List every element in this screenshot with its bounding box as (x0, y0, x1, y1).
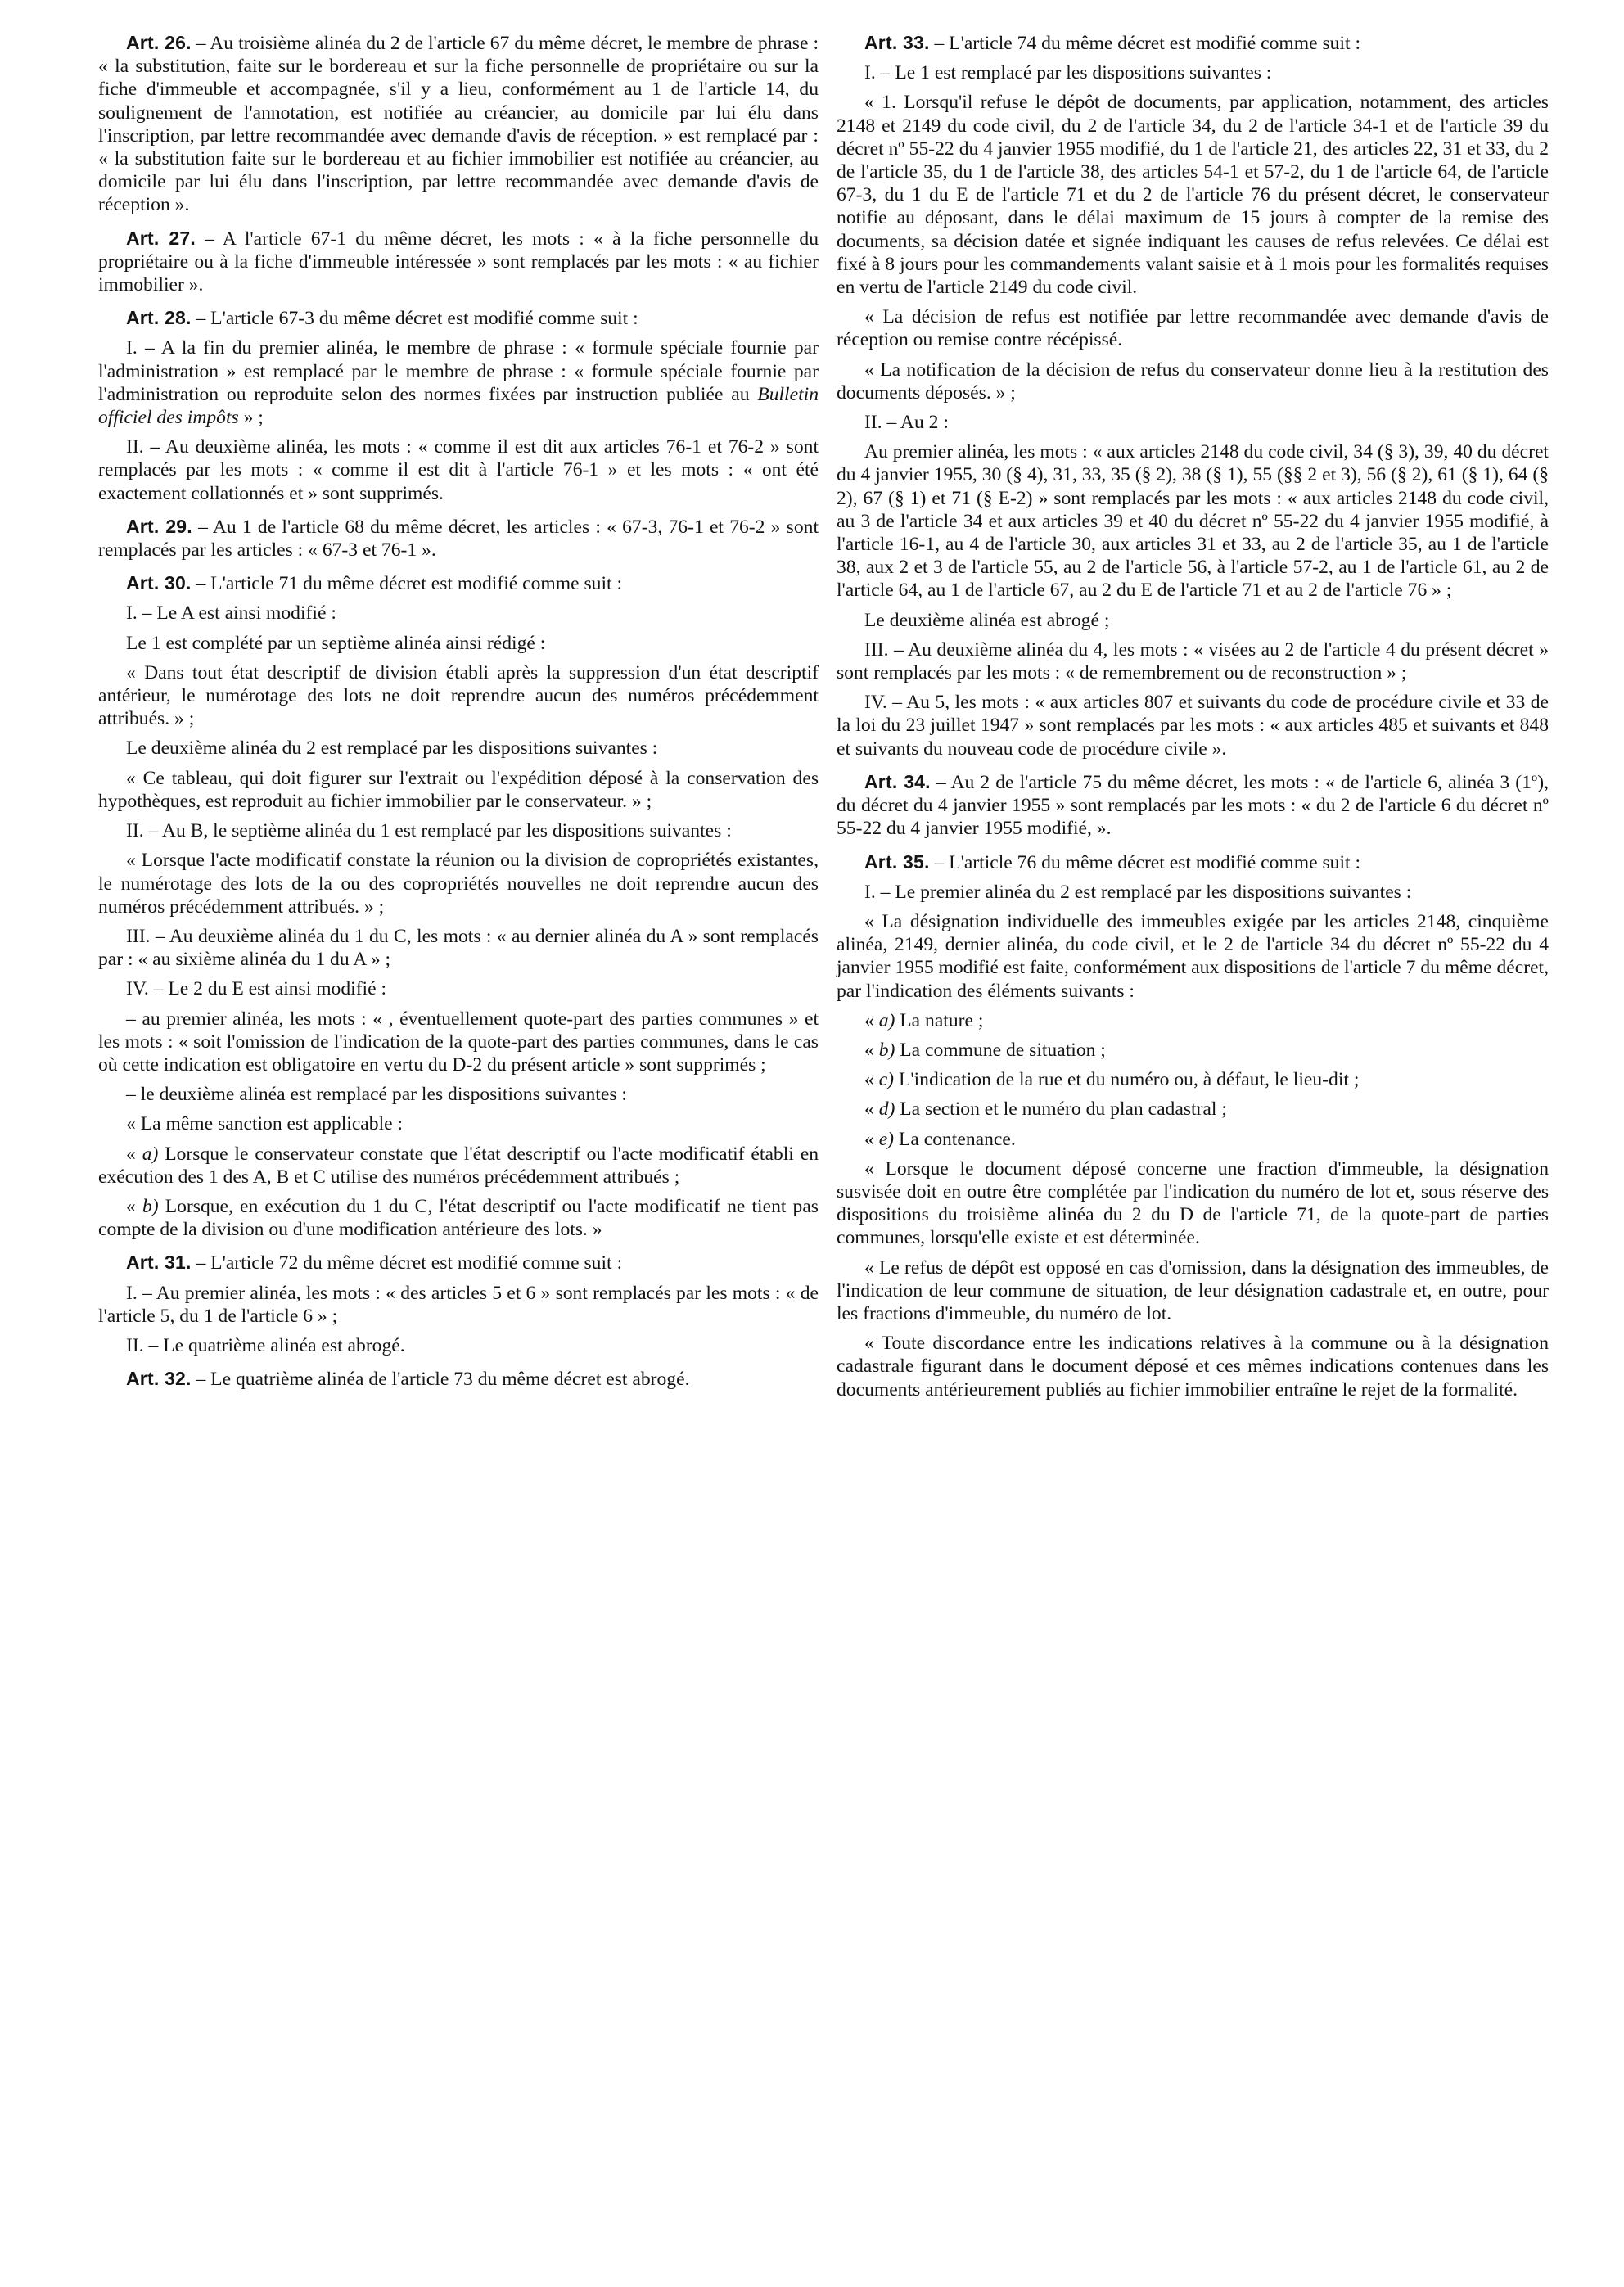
paragraph-text: « (126, 1143, 142, 1165)
paragraph-text: I. – Le 1 est remplacé par les dispositions suivantes : (864, 62, 1272, 84)
italic-text: e) (878, 1128, 895, 1150)
paragraph-text: – L'article 72 du même décret est modifié comme suit : (191, 1252, 623, 1274)
paragraph-text: – Au troisième alinéa du 2 de l'article 67 du même décret, le membre de phrase : « la substitution, faite sur le bordereau et sur la fiche personnelle de propriétaire ou sur la fiche d'immeuble et accompagnée, s'il y a lieu, conformément au 1 de l'article 14, du soulignement de l'annotation, est notifiée au créancier, au domicile par lui élu dans l'inscription, par lettre recommandée avec demande d'avis de réception. » est remplacé par : « la substitution faite sur le bordereau et au fichier immobilier est notifiée au créancier, au domicile par lui élu dans l'inscription, par lettre recommandée avec demande d'avis de réception ». (98, 33, 819, 216)
paragraph (98, 925, 819, 971)
paragraph-text: « La décision de refus est notifiée par lettre recommandée avec demande d'avis de réception ou remise contre récépissé. (837, 306, 1549, 351)
article-number: Art. 34. (864, 770, 931, 792)
article-number: Art. 30. (126, 572, 192, 594)
paragraph-text: « Le refus de dépôt est opposé en cas d'omission, dans la désignation des immeubles, de l'indication de leur commune de situation, de leur désignation cadastrale et, en outre, pour les fractions d'immeuble, du numéro de lot. (837, 1256, 1549, 1324)
paragraph-text: – L'article 71 du même décret est modifié comme suit : (191, 573, 623, 595)
paragraph (837, 91, 1549, 299)
article-paragraph (98, 227, 819, 297)
paragraph-text-continued: La section et le numéro du plan cadastral ; (895, 1098, 1227, 1121)
article-number: Art. 31. (126, 1252, 192, 1274)
paragraph (837, 440, 1549, 602)
paragraph-text: I. – Au premier alinéa, les mots : « des articles 5 et 6 » sont remplacés par les mots : « de l'article 5, du 1 de l'article 6 » ; (98, 1282, 819, 1327)
paragraph-text-continued: Lorsque, en exécution du 1 du C, l'état descriptif ou l'acte modificatif ne tient pas compte de la division ou d'une modification antérieure des lots. » (98, 1195, 819, 1241)
paragraph (837, 638, 1549, 684)
paragraph-text: II. – Au B, le septième alinéa du 1 est remplacé par les dispositions suivantes : (126, 820, 732, 842)
article-number: Art. 28. (126, 307, 192, 329)
paragraph-text: « Ce tableau, qui doit figurer sur l'extrait ou l'expédition déposé à la conservation des hypothèques, est reproduit au fichier immobilier par le conservateur. » ; (98, 767, 819, 812)
paragraph (98, 1334, 819, 1357)
article-number: Art. 26. (126, 32, 192, 53)
paragraph-text: « (864, 1098, 879, 1121)
paragraph-text: « Toute discordance entre les indications relatives à la commune ou à la désignation cadastrale figurant dans le document déposé et ces mêmes indications contenues dans les documents antérieurement publiés au fichier immobilier entraîne le rejet de la formalité. (837, 1333, 1549, 1401)
article-number: Art. 33. (864, 32, 930, 53)
article-paragraph (98, 1251, 819, 1274)
article-paragraph (98, 1367, 819, 1391)
paragraph-text: Le deuxième alinéa du 2 est remplacé par les dispositions suivantes : (126, 738, 658, 760)
paragraph (98, 737, 819, 760)
paragraph-text: I. – Le A est ainsi modifié : (126, 602, 336, 625)
paragraph (837, 1157, 1549, 1250)
paragraph-text: « (126, 1195, 142, 1217)
paragraph-text: « Lorsque l'acte modificatif constate la réunion ou la division de copropriétés existantes, le numérotage des lots de la ou des copropriétés nouvelles ne doit reprendre aucun des numéros précédemment attribués. » ; (98, 850, 819, 918)
paragraph (837, 1128, 1549, 1151)
italic-text: d) (878, 1098, 895, 1121)
article-paragraph (98, 306, 819, 330)
paragraph (837, 1256, 1549, 1326)
paragraph (837, 1332, 1549, 1401)
paragraph-text: – au premier alinéa, les mots : « , éventuellement quote-part des parties communes » et les mots : « soit l'omission de l'indication de la quote-part des parties communes, dans le cas où cette indication est obligatoire en vertu du D-2 du présent article » sont supprimés ; (98, 1008, 819, 1076)
paragraph-text: I. – A la fin du premier alinéa, le membre de phrase : « formule spéciale fournie par l'administration » est remplacé par le membre de phrase : « formule spéciale fournie par l'administration ou reproduite selon des normes fixées par instruction publiée au (98, 337, 819, 405)
paragraph-text: « La notification de la décision de refus du conservateur donne lieu à la restitution des documents déposés. » ; (837, 359, 1549, 404)
paragraph-text: Le 1 est complété par un septième alinéa ainsi rédigé : (126, 632, 546, 654)
right-column (837, 21, 1549, 1408)
article-paragraph (837, 31, 1549, 55)
left-column (98, 21, 819, 1397)
paragraph (837, 881, 1549, 904)
paragraph-text: II. – Le quatrième alinéa est abrogé. (126, 1334, 405, 1356)
paragraph-text: « La désignation individuelle des immeubles exigée par les articles 2148, cinquième alinéa, 2149, dernier alinéa, du code civil, et le 2 de l'article 34 du décret nº 55-22 du 4 janvier 1955 modifié est faite, conformément aux dispositions de l'article 7 du même décret, par l'indication des éléments suivants : (837, 910, 1549, 1002)
paragraph (98, 1195, 819, 1241)
paragraph (837, 609, 1549, 632)
paragraph (837, 691, 1549, 760)
article-paragraph (98, 31, 819, 217)
article-number: Art. 27. (126, 227, 196, 249)
paragraph (98, 1143, 819, 1189)
paragraph-text: – L'article 67-3 du même décret est modifié comme suit : (191, 308, 638, 330)
paragraph-text: – A l'article 67-1 du même décret, les mots : « à la fiche personnelle du propriétaire ou à la fiche d'immeuble intéressée » sont remplacés par les mots : « au fichier immobilier ». (98, 228, 819, 296)
paragraph (837, 910, 1549, 1003)
paragraph-text: II. – Au 2 : (864, 412, 949, 434)
paragraph-text: « La même sanction est applicable : (126, 1113, 404, 1135)
paragraph (98, 632, 819, 655)
paragraph (98, 767, 819, 813)
article-number: Art. 35. (864, 850, 930, 873)
italic-text: a) (142, 1143, 159, 1165)
paragraph (98, 661, 819, 731)
paragraph-text: « (864, 1009, 879, 1031)
article-paragraph (98, 571, 819, 595)
paragraph-text: « (864, 1128, 879, 1150)
paragraph-text: II. – Au deuxième alinéa, les mots : « comme il est dit aux articles 76-1 et 76-2 » sont remplacés par les mots : « comme il est dit à l'article 76-1 » et les mots : « ont été exactement collationnés et » sont supprimés. (98, 436, 819, 504)
paragraph (98, 1008, 819, 1077)
paragraph-text-continued: » ; (238, 407, 264, 429)
paragraph-text: Le deuxième alinéa est abrogé ; (864, 609, 1110, 631)
paragraph-text: IV. – Le 2 du E est ainsi modifié : (126, 978, 387, 1000)
italic-text: Bulletin officiel des impôts (98, 383, 819, 429)
paragraph-text: – Au 1 de l'article 68 du même décret, les articles : « 67-3, 76-1 et 76-2 » sont remplacés par les articles : « 67-3 et 76-1 ». (98, 516, 819, 562)
paragraph-text: – L'article 76 du même décret est modifié comme suit : (929, 851, 1361, 873)
paragraph (98, 977, 819, 1000)
paragraph-text: – Au 2 de l'article 75 du même décret, les mots : « de l'article 6, alinéa 3 (1º), du décret du 4 janvier 1955 » sont remplacés par les mots : « du 2 de l'article 6 du décret nº 55-22 du 4 janvier 1955 modifié, ». (837, 771, 1549, 840)
article-number: Art. 32. (126, 1368, 192, 1390)
paragraph (98, 1083, 819, 1106)
paragraph-text: Au premier alinéa, les mots : « aux articles 2148 du code civil, 34 (§ 3), 39, 40 du décret du 4 janvier 1955, 30 (§ 4), 31, 33, 35 (§ 2), 38 (§ 1), 55 (§§ 2 et 3), 56 (§ 2), 61 (§ 1), 64 (§ 2), 67 (§ 1) et 71 (§ E-2) » sont remplacés par les mots : « aux articles 2148 du code civil, au 3 de l'article 34 et aux articles 39 et 40 du décret nº 55-22 du 4 janvier 1955 modifié, à l'article 16-1, au 4 de l'article 30, aux articles 31 et 33, au 2 de l'article 35, au 1 de l'article 38, aux 2 et 3 de l'article 55, au 2 de l'article 56, à l'article 57-2, au 1 de l'article 61, au 2 de l'article 64, au 1 de l'article 67, au 2 du E de l'article 71 et au 2 de l'article 76 » ; (837, 441, 1549, 602)
paragraph-text: « Dans tout état descriptif de division établi après la suppression d'un état descriptif antérieur, le numérotage des lots ne doit reprendre aucun des numéros précédemment attribués. » ; (98, 661, 819, 730)
paragraph (98, 819, 819, 842)
paragraph-text: I. – Le premier alinéa du 2 est remplacé par les dispositions suivantes : (864, 881, 1412, 903)
paragraph (98, 849, 819, 918)
article-paragraph (837, 770, 1549, 841)
article-paragraph (837, 850, 1549, 874)
paragraph (98, 435, 819, 505)
paragraph-text-continued: Lorsque le conservateur constate que l'état descriptif ou l'acte modificatif établi en exécution des 1 des A, B et C utilise des numéros précédemment attribués ; (98, 1143, 819, 1188)
paragraph (837, 1068, 1549, 1091)
italic-text: c) (878, 1069, 895, 1091)
paragraph (837, 305, 1549, 351)
paragraph-text: – le deuxième alinéa est remplacé par les dispositions suivantes : (126, 1084, 627, 1106)
paragraph-text: « (864, 1039, 879, 1061)
italic-text: b) (878, 1039, 895, 1061)
article-number: Art. 29. (126, 515, 192, 537)
paragraph-text: – L'article 74 du même décret est modifié comme suit : (929, 33, 1361, 54)
italic-text: a) (878, 1009, 895, 1031)
paragraph (837, 411, 1549, 434)
paragraph-text: III. – Au deuxième alinéa du 4, les mots : « visées au 2 de l'article 4 du présent décret » sont remplacés par les mots : « de remembrement ou de reconstruction » ; (837, 638, 1549, 684)
article-paragraph (98, 515, 819, 562)
paragraph-text-continued: La commune de situation ; (895, 1039, 1106, 1061)
paragraph-text-continued: La nature ; (895, 1009, 984, 1031)
paragraph-text: « Lorsque le document déposé concerne une fraction d'immeuble, la désignation susvisée doit en outre être complétée par l'indication du numéro de lot et, sous réserve des dispositions du troisième alinéa du 2 du D de l'article 71, de la quote-part de parties communes, lorsqu'elle existe et est déterminée. (837, 1157, 1549, 1249)
paragraph (98, 1112, 819, 1135)
paragraph-text: « 1. Lorsqu'il refuse le dépôt de documents, par application, notamment, des articles 2148 et 2149 du code civil, du 2 de l'article 34, du 2 de l'article 34-1 et de l'article 39 du décret nº 55-22 du 4 janvier 1955 modifié, du 1 de l'article 21, des articles 22, 31 et 33, du 2 de l'article 35, du 1 de l'article 38, des articles 54-1 et 57-2, du 1 de l'article 64, de l'article 67-3, du 1 du E de l'article 71 et du 2 de l'article 76 du présent décret, le conservateur notifie au déposant, dans le délai maximum de 15 jours à compter de la remise des documents, sa décision datée et signée indiquant les causes de refus relevées. Ce délai est fixé à 8 jours pour les commandements valant saisie et à 1 mois pour les formalités requises en vertu de l'article 2149 du code civil. (837, 92, 1549, 299)
paragraph (98, 1282, 819, 1328)
paragraph-text: III. – Au deuxième alinéa du 1 du C, les mots : « au dernier alinéa du A » sont remplacés par : « au sixième alinéa du 1 du A » ; (98, 925, 819, 971)
paragraph-text-continued: L'indication de la rue et du numéro ou, à défaut, le lieu-dit ; (894, 1069, 1360, 1091)
paragraph (98, 602, 819, 625)
paragraph (837, 1098, 1549, 1121)
paragraph-text: – Le quatrième alinéa de l'article 73 du même décret est abrogé. (191, 1369, 690, 1391)
paragraph-text-continued: La contenance. (894, 1128, 1016, 1150)
italic-text: b) (142, 1195, 159, 1217)
paragraph-text: IV. – Au 5, les mots : « aux articles 807 et suivants du code de procédure civile et 33 de la loi du 23 juillet 1947 » sont remplacés par les mots : « aux articles 485 et suivants et 848 et suivants du nouveau code de procédure civile ». (837, 692, 1549, 760)
paragraph-text: « (864, 1069, 879, 1091)
paragraph (837, 1009, 1549, 1032)
paragraph (837, 61, 1549, 84)
paragraph (98, 336, 819, 429)
paragraph (837, 1039, 1549, 1062)
paragraph (837, 359, 1549, 404)
